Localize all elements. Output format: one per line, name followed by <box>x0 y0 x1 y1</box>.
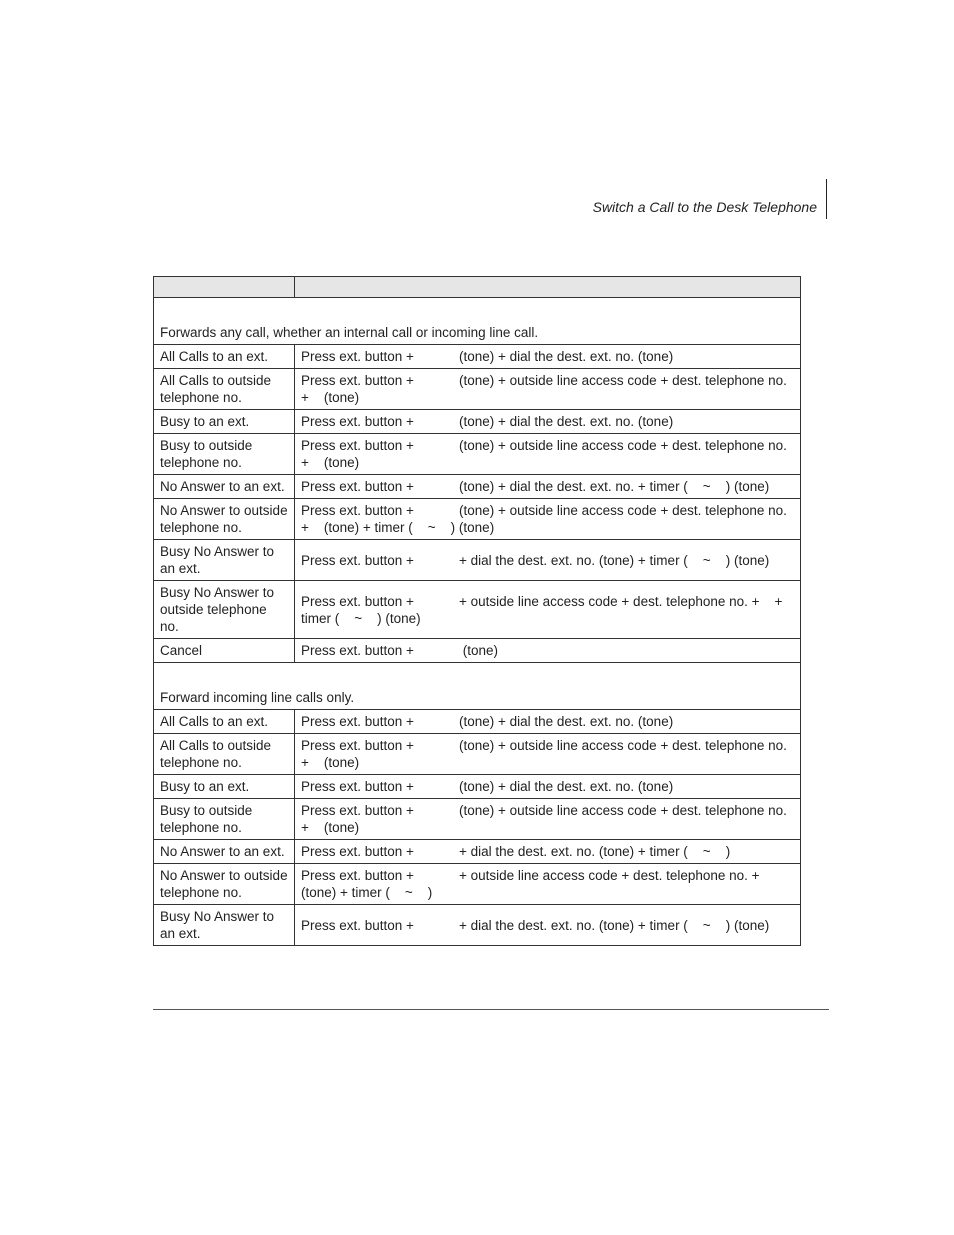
section-row <box>154 298 801 345</box>
footer-rule <box>153 1009 829 1010</box>
operation-steps: Press ext. button + (tone) + outside line access code + dest. telephone no. + (tone) <box>295 434 801 475</box>
feature-label: Busy to outside telephone no. <box>154 434 295 475</box>
section-row <box>154 663 801 710</box>
operation-steps: Press ext. button + + outside line access code + dest. telephone no. + (tone) + timer ( ~ ) <box>295 864 801 905</box>
page-header-title: Switch a Call to the Desk Telephone <box>592 199 817 215</box>
feature-label: Busy No Answer to an ext. <box>154 540 295 581</box>
operation-steps: Press ext. button + (tone) + outside line access code + dest. telephone no. + (tone) + timer ( ~ ) (tone) <box>295 499 801 540</box>
operation-steps: Press ext. button + (tone) + outside line access code + dest. telephone no. + (tone) <box>295 369 801 410</box>
table-row <box>154 410 801 434</box>
operation-steps: Press ext. button + (tone) + outside line access code + dest. telephone no. + (tone) <box>295 799 801 840</box>
table-row <box>154 840 801 864</box>
table-row <box>154 905 801 946</box>
feature-label: All Calls to an ext. <box>154 345 295 369</box>
table-row <box>154 581 801 639</box>
forwarding-table <box>153 276 801 946</box>
operation-steps: Press ext. button + + dial the dest. ext. no. (tone) + timer ( ~ ) <box>295 840 801 864</box>
feature-label: No Answer to outside telephone no. <box>154 864 295 905</box>
table-header-row <box>154 277 801 298</box>
operation-steps: Press ext. button + (tone) + dial the dest. ext. no. (tone) <box>295 710 801 734</box>
table-row <box>154 475 801 499</box>
operation-steps: Press ext. button + + outside line access code + dest. telephone no. + + timer ( ~ ) (tone) <box>295 581 801 639</box>
header-operation <box>295 277 801 298</box>
feature-label: All Calls to outside telephone no. <box>154 734 295 775</box>
operation-steps: Press ext. button + (tone) + dial the dest. ext. no. (tone) <box>295 775 801 799</box>
operation-steps: Press ext. button + (tone) + outside line access code + dest. telephone no. + (tone) <box>295 734 801 775</box>
feature-label: All Calls to an ext. <box>154 710 295 734</box>
table-row <box>154 710 801 734</box>
feature-label: No Answer to outside telephone no. <box>154 499 295 540</box>
feature-label: Busy to outside telephone no. <box>154 799 295 840</box>
table-row <box>154 734 801 775</box>
operation-steps: Press ext. button + (tone) + dial the dest. ext. no. (tone) <box>295 345 801 369</box>
feature-label: No Answer to an ext. <box>154 475 295 499</box>
feature-label: Busy to an ext. <box>154 410 295 434</box>
table-row <box>154 369 801 410</box>
table-row <box>154 639 801 663</box>
feature-label: Cancel <box>154 639 295 663</box>
operation-steps: Press ext. button + (tone) + dial the dest. ext. no. + timer ( ~ ) (tone) <box>295 475 801 499</box>
table-row <box>154 864 801 905</box>
table-row <box>154 775 801 799</box>
feature-label: All Calls to outside telephone no. <box>154 369 295 410</box>
section-description: Forwards any call, whether an internal call or incoming line call. <box>154 298 801 345</box>
operation-steps: Press ext. button + + dial the dest. ext. no. (tone) + timer ( ~ ) (tone) <box>295 540 801 581</box>
header-feature <box>154 277 295 298</box>
feature-label: Busy to an ext. <box>154 775 295 799</box>
feature-label: No Answer to an ext. <box>154 840 295 864</box>
operation-steps: Press ext. button + (tone) <box>295 639 801 663</box>
header-divider <box>826 179 827 219</box>
feature-label: Busy No Answer to outside telephone no. <box>154 581 295 639</box>
feature-label: Busy No Answer to an ext. <box>154 905 295 946</box>
table-body <box>154 298 801 946</box>
table-row <box>154 540 801 581</box>
table-row <box>154 345 801 369</box>
table-row <box>154 799 801 840</box>
section-description: Forward incoming line calls only. <box>154 663 801 710</box>
table-row <box>154 434 801 475</box>
table-row <box>154 499 801 540</box>
operation-steps: Press ext. button + (tone) + dial the dest. ext. no. (tone) <box>295 410 801 434</box>
operation-steps: Press ext. button + + dial the dest. ext. no. (tone) + timer ( ~ ) (tone) <box>295 905 801 946</box>
